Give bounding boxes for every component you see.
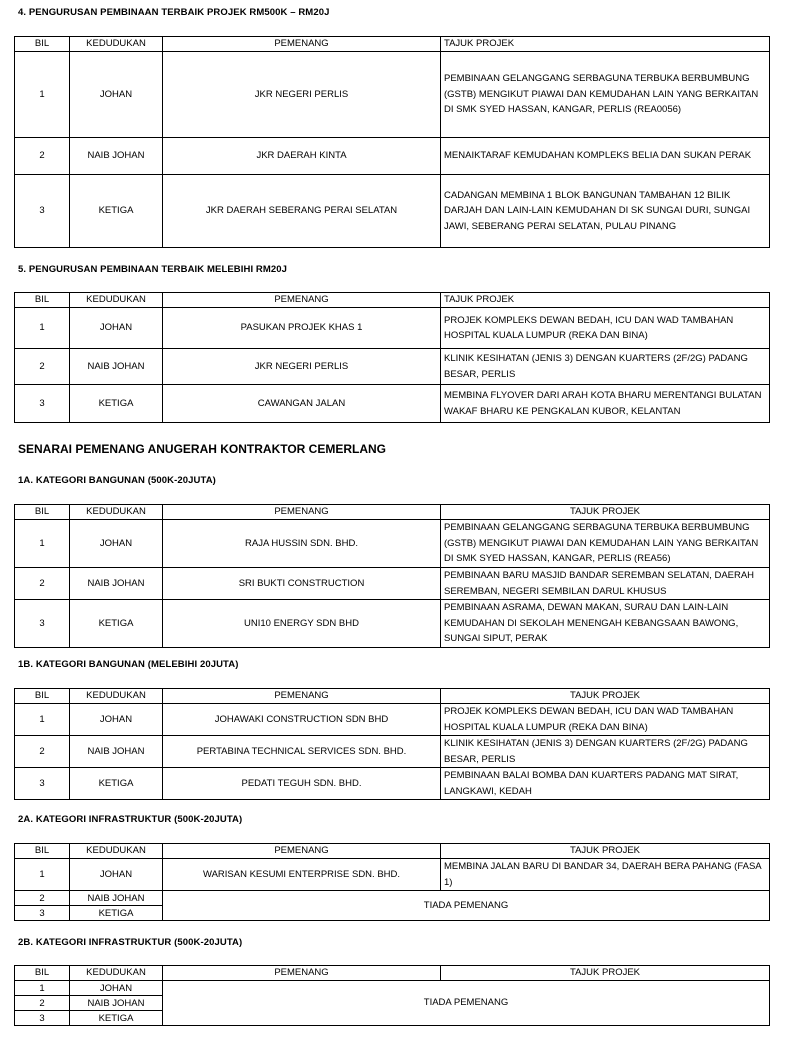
no-winner-cell: TIADA PEMENANG: [163, 981, 770, 1026]
cell-pemenang: JKR NEGERI PERLIS: [163, 349, 441, 385]
table-section-1b: [14, 688, 770, 800]
col-pemenang: PEMENANG: [163, 293, 441, 308]
cell-bil: 3: [15, 385, 70, 423]
table-section-2a: [14, 843, 770, 921]
table-row: [15, 138, 770, 175]
table-row: [15, 600, 770, 648]
cell-bil: 2: [15, 568, 70, 600]
section-2b-title: 2B. KATEGORI INFRASTRUKTUR (500K-20JUTA): [18, 937, 243, 948]
cell-kedudukan: KETIGA: [70, 1011, 163, 1026]
table-row: [15, 175, 770, 248]
cell-bil: 1: [15, 981, 70, 996]
cell-kedudukan: KETIGA: [70, 906, 163, 921]
cell-kedudukan: KETIGA: [70, 600, 163, 648]
col-tajuk: TAJUK PROJEK: [441, 505, 770, 520]
cell-kedudukan: NAIB JOHAN: [70, 138, 163, 175]
col-bil: BIL: [15, 37, 70, 52]
cell-pemenang: CAWANGAN JALAN: [163, 385, 441, 423]
cell-kedudukan: JOHAN: [70, 308, 163, 349]
cell-kedudukan: KETIGA: [70, 385, 163, 423]
cell-kedudukan: KETIGA: [70, 175, 163, 248]
table-row: [15, 308, 770, 349]
col-tajuk: TAJUK PROJEK: [441, 689, 770, 704]
cell-pemenang: JKR DAERAH SEBERANG PERAI SELATAN: [163, 175, 441, 248]
section-2a-title: 2A. KATEGORI INFRASTRUKTUR (500K-20JUTA): [18, 814, 243, 825]
no-winner-cell: TIADA PEMENANG: [163, 891, 770, 921]
cell-bil: 2: [15, 736, 70, 768]
cell-bil: 3: [15, 768, 70, 800]
cell-tajuk: KLINIK KESIHATAN (JENIS 3) DENGAN KUARTERS (2F/2G) PADANG BESAR, PERLIS: [441, 349, 770, 385]
section-1a-title: 1A. KATEGORI BANGUNAN (500K-20JUTA): [18, 475, 216, 486]
cell-pemenang: PASUKAN PROJEK KHAS 1: [163, 308, 441, 349]
table-row: [15, 568, 770, 600]
table-row: [15, 981, 770, 996]
col-tajuk: TAJUK PROJEK: [441, 844, 770, 859]
cell-tajuk: PEMBINAAN GELANGGANG SERBAGUNA TERBUKA BERBUMBUNG (GSTB) MENGIKUT PIAWAI DAN KEMUDAHAN LAIN YANG BERKAITAN DI SMK SYED HASSAN, KANGAR, PERLIS (REA56): [441, 520, 770, 568]
table-row: [15, 349, 770, 385]
cell-pemenang: UNI10 ENERGY SDN BHD: [163, 600, 441, 648]
cell-pemenang: SRI BUKTI CONSTRUCTION: [163, 568, 441, 600]
cell-tajuk: MENAIKTARAF KEMUDAHAN KOMPLEKS BELIA DAN SUKAN PERAK: [441, 138, 770, 175]
cell-kedudukan: NAIB JOHAN: [70, 736, 163, 768]
table-section-1a: [14, 504, 770, 648]
table-row: [15, 520, 770, 568]
section-1b-title: 1B. KATEGORI BANGUNAN (MELEBIHI 20JUTA): [18, 659, 239, 670]
table-row: [15, 768, 770, 800]
table-row: [15, 385, 770, 423]
col-kedudukan: KEDUDUKAN: [70, 505, 163, 520]
cell-tajuk: PEMBINAAN ASRAMA, DEWAN MAKAN, SURAU DAN LAIN-LAIN KEMUDAHAN DI SEKOLAH MENENGAH KEBANGSAAN BAWONG, SUNGAI SIPUT, PERAK: [441, 600, 770, 648]
cell-tajuk: PEMBINAAN BALAI BOMBA DAN KUARTERS PADANG MAT SIRAT, LANGKAWI, KEDAH: [441, 768, 770, 800]
col-kedudukan: KEDUDUKAN: [70, 966, 163, 981]
table-header-row: [15, 966, 770, 981]
cell-bil: 3: [15, 1011, 70, 1026]
col-bil: BIL: [15, 966, 70, 981]
col-tajuk: TAJUK PROJEK: [441, 293, 770, 308]
cell-bil: 1: [15, 859, 70, 891]
cell-pemenang: JKR DAERAH KINTA: [163, 138, 441, 175]
col-tajuk: TAJUK PROJEK: [441, 966, 770, 981]
cell-tajuk: KLINIK KESIHATAN (JENIS 3) DENGAN KUARTERS (2F/2G) PADANG BESAR, PERLIS: [441, 736, 770, 768]
cell-tajuk: PROJEK KOMPLEKS DEWAN BEDAH, ICU DAN WAD TAMBAHAN HOSPITAL KUALA LUMPUR (REKA DAN BINA): [441, 308, 770, 349]
cell-kedudukan: NAIB JOHAN: [70, 891, 163, 906]
col-bil: BIL: [15, 505, 70, 520]
col-pemenang: PEMENANG: [163, 37, 441, 52]
table-header-row: [15, 689, 770, 704]
col-pemenang: PEMENANG: [163, 505, 441, 520]
cell-bil: 2: [15, 891, 70, 906]
cell-tajuk: PEMBINAAN GELANGGANG SERBAGUNA TERBUKA BERBUMBUNG (GSTB) MENGIKUT PIAWAI DAN KEMUDAHAN LAIN YANG BERKAITAN DI SMK SYED HASSAN, KANGAR, PERLIS (REA0056): [441, 52, 770, 138]
col-tajuk: TAJUK PROJEK: [441, 37, 770, 52]
table-row: [15, 891, 770, 906]
main-heading: SENARAI PEMENANG ANUGERAH KONTRAKTOR CEMERLANG: [18, 442, 387, 456]
cell-bil: 1: [15, 52, 70, 138]
table-header-row: [15, 293, 770, 308]
table-row: [15, 52, 770, 138]
cell-tajuk: CADANGAN MEMBINA 1 BLOK BANGUNAN TAMBAHAN 12 BILIK DARJAH DAN LAIN-LAIN KEMUDAHAN DI SK SUNGAI DURI, SUNGAI JAWI, SEBERANG PERAI SELATAN, PULAU PINANG: [441, 175, 770, 248]
section-4-title: 4. PENGURUSAN PEMBINAAN TERBAIK PROJEK RM500K – RM20J: [18, 7, 330, 18]
cell-bil: 2: [15, 349, 70, 385]
table-section-5: [14, 292, 770, 423]
col-kedudukan: KEDUDUKAN: [70, 844, 163, 859]
table-row: [15, 704, 770, 736]
cell-pemenang: PERTABINA TECHNICAL SERVICES SDN. BHD.: [163, 736, 441, 768]
cell-kedudukan: KETIGA: [70, 768, 163, 800]
col-kedudukan: KEDUDUKAN: [70, 293, 163, 308]
cell-pemenang: JKR NEGERI PERLIS: [163, 52, 441, 138]
cell-tajuk: MEMBINA JALAN BARU DI BANDAR 34, DAERAH BERA PAHANG (FASA 1): [441, 859, 770, 891]
cell-tajuk: MEMBINA FLYOVER DARI ARAH KOTA BHARU MERENTANGI BULATAN WAKAF BHARU KE PENGKALAN KUBOR, KELANTAN: [441, 385, 770, 423]
cell-tajuk: PROJEK KOMPLEKS DEWAN BEDAH, ICU DAN WAD TAMBAHAN HOSPITAL KUALA LUMPUR (REKA DAN BINA): [441, 704, 770, 736]
cell-bil: 3: [15, 175, 70, 248]
table-row: [15, 736, 770, 768]
col-bil: BIL: [15, 689, 70, 704]
col-kedudukan: KEDUDUKAN: [70, 37, 163, 52]
col-pemenang: PEMENANG: [163, 689, 441, 704]
cell-kedudukan: JOHAN: [70, 52, 163, 138]
cell-kedudukan: NAIB JOHAN: [70, 349, 163, 385]
table-row: [15, 859, 770, 891]
cell-kedudukan: NAIB JOHAN: [70, 996, 163, 1011]
col-pemenang: PEMENANG: [163, 966, 441, 981]
cell-pemenang: JOHAWAKI CONSTRUCTION SDN BHD: [163, 704, 441, 736]
cell-pemenang: PEDATI TEGUH SDN. BHD.: [163, 768, 441, 800]
cell-kedudukan: JOHAN: [70, 704, 163, 736]
col-pemenang: PEMENANG: [163, 844, 441, 859]
cell-bil: 2: [15, 996, 70, 1011]
cell-kedudukan: JOHAN: [70, 520, 163, 568]
table-header-row: [15, 844, 770, 859]
cell-bil: 1: [15, 704, 70, 736]
cell-bil: 3: [15, 906, 70, 921]
section-5-title: 5. PENGURUSAN PEMBINAAN TERBAIK MELEBIHI RM20J: [18, 264, 288, 275]
cell-bil: 3: [15, 600, 70, 648]
cell-bil: 2: [15, 138, 70, 175]
cell-kedudukan: JOHAN: [70, 859, 163, 891]
col-bil: BIL: [15, 293, 70, 308]
cell-bil: 1: [15, 308, 70, 349]
table-header-row: [15, 505, 770, 520]
cell-pemenang: WARISAN KESUMI ENTERPRISE SDN. BHD.: [163, 859, 441, 891]
table-section-2b: [14, 965, 770, 1026]
table-header-row: [15, 37, 770, 52]
cell-kedudukan: NAIB JOHAN: [70, 568, 163, 600]
col-kedudukan: KEDUDUKAN: [70, 689, 163, 704]
cell-kedudukan: JOHAN: [70, 981, 163, 996]
cell-bil: 1: [15, 520, 70, 568]
cell-tajuk: PEMBINAAN BARU MASJID BANDAR SEREMBAN SELATAN, DAERAH SEREMBAN, NEGERI SEMBILAN DARUL KHUSUS: [441, 568, 770, 600]
cell-pemenang: RAJA HUSSIN SDN. BHD.: [163, 520, 441, 568]
table-section-4: [14, 36, 770, 248]
col-bil: BIL: [15, 844, 70, 859]
